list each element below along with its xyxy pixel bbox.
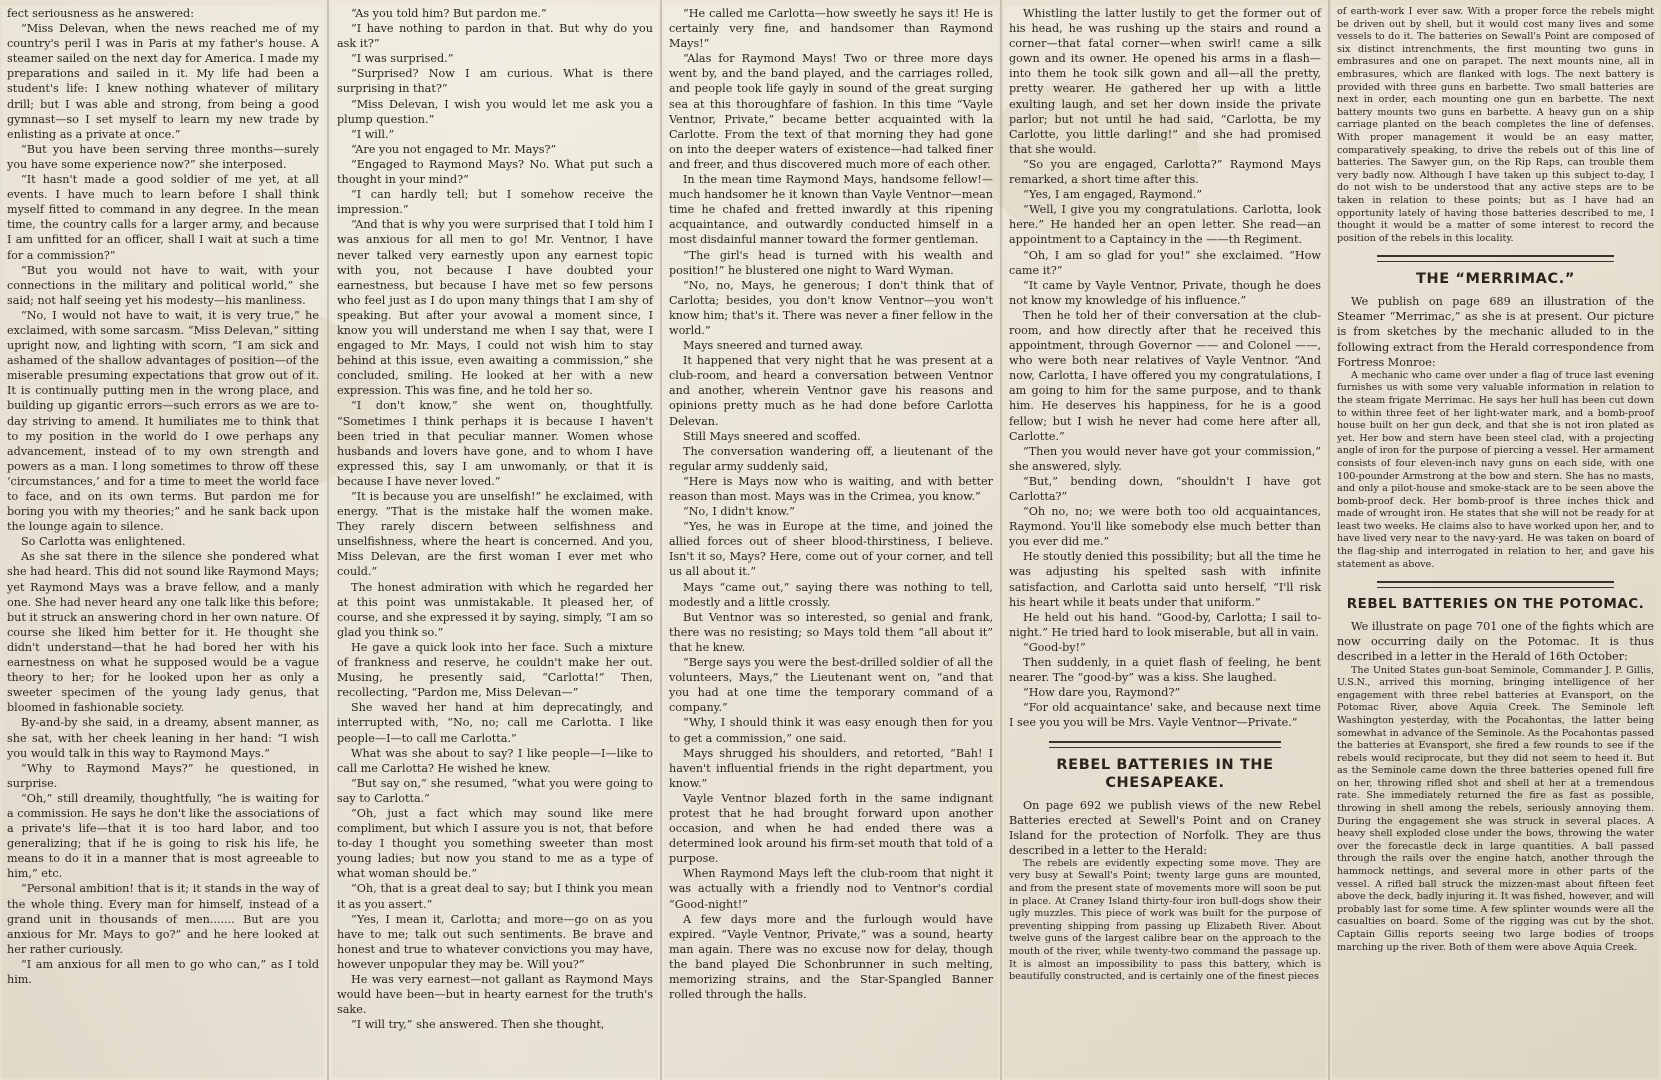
- paragraph: “I was surprised.”: [351, 52, 454, 66]
- column-1: [2, 6, 324, 1078]
- paragraph: When Raymond Mays left the club-room that night it was actually with a friendly nod to Ventnor's cordial “Good-night!”: [669, 867, 993, 911]
- paragraph: But Ventnor was so interested, so genial and frank, there was no resisting; so Mays told them “all about it” that he knew.: [669, 610, 993, 654]
- article-intro-merrimac: We publish on page 689 an illustration of the Steamer “Merrimac,” as she is at present. Our picture is from sketches by the mechanic alluded to in the following extract from the Herald correspondence from Fortress Monroe:: [1337, 295, 1654, 369]
- paragraph: The honest admiration with which he regarded her at this point was unmistakable. It pleased her, of course, and she expressed it by saying, simply, “I am so glad you think so.”: [337, 580, 653, 639]
- paragraph: “It hasn't made a good soldier of me yet, at all events. I have much to learn before I shall think myself fitted to command in any degree. In the mean time, the country calls for a larger army, and because I am unfitted for an officer, shall I wait at such a time for a commission?”: [7, 173, 319, 262]
- paragraph: So Carlotta was enlightened.: [21, 535, 186, 549]
- article-heading-potomac: REBEL BATTERIES ON THE POTOMAC.: [1346, 596, 1645, 613]
- paragraph: “Oh,” still dreamily, thoughtfully, “he is waiting for a commission. He says he don't like the associations of a private's life—that it is too hard labor, and too generalizing; that if he is going to risk his life, he means to do it in a manner that is most agreeable to him,” etc.: [7, 791, 319, 881]
- column-5: [1332, 6, 1659, 1078]
- paragraph: By-and-by she said, in a dreamy, absent manner, as she sat, with her cheek leaning in her hand: “I wish you would talk in this way to Raymond Mays.”: [7, 716, 319, 760]
- paragraph: “Engaged to Raymond Mays? No. What put such a thought in your mind?”: [337, 157, 653, 187]
- paragraph: “But you have been serving three months—surely you have some experience now?” she interposed.: [7, 142, 319, 171]
- paragraph: Mays sneered and turned away.: [683, 339, 864, 353]
- paragraph: “But you would not have to wait, with your connections in the military and political world,” she said; not half seeing yet his modesty—his manliness.: [7, 263, 319, 307]
- paragraph: Then suddenly, in a quiet flash of feeling, he bent nearer. The “good-by” was a kiss. She laughed.: [1009, 656, 1321, 685]
- paragraph: “Oh, that is a great deal to say; but I think you mean it as you assert.”: [337, 882, 653, 911]
- paragraph: He held out his hand. “Good-by, Carlotta; I sail to-night.” He tried hard to look miserable, but all in vain.: [1009, 610, 1321, 639]
- article-excerpt-potomac: The United States gun-boat Seminole, Commander J. P. Gillis, U.S.N., arrived this morning, bringing intelligence of her engagement with three rebel batteries at Evansport, on the Potomac River, above Aquia Creek. The Seminole left Washington yesterday, with the Pocahontas, the latter being somewhat in advance of the Seminole. As the Pocahontas passed the batteries at Evansport, she fired a few rounds to see if the rebels would reciprocate, but they did not seem to heed it. But as the Seminole came down the three batteries opened full fire on her, throwing rifled shot and shell at her at a tremendous rate. She immediately returned the fire as fast as possible, throwing in shell among the rebels, seriously annoying them. During the engagement she was struck in several places. A heavy shell exploded close under the bows, throwing the water over the forecastle deck in large quantities. A ball passed through the rails over the engine hatch, another through the hammock nettings, and several more in other parts of the vessel. A rifled ball struck the mizzen-mast about fifteen feet above the deck, badly injuring it. It was fished, however, and will probably last for some time. A few splinter wounds were all the casualties on board. Some of the rigging was cut by the shot. Captain Gillis reports seeing two large bodies of troops marching up the river. Both of them were above Aquia Creek.: [1337, 664, 1654, 953]
- column-rule: [660, 0, 662, 1080]
- paragraph: “Are you not engaged to Mr. Mays?”: [351, 142, 557, 156]
- paragraph: What was she about to say? I like people—I—like to call me Carlotta? He wished he knew.: [337, 746, 653, 775]
- paragraph: “No, I didn't know.”: [683, 505, 795, 519]
- paragraph: “Personal ambition! that is it; it stands in the way of the whole thing. Every man for himself, instead of a grand unit in thousands of men....... But are you anxious for Mr. Mays to go?” and he here looked at her rather curiously.: [7, 882, 319, 956]
- paragraph: The conversation wandering off, a lieutenant of the regular army suddenly said,: [669, 444, 993, 473]
- paragraph: Still Mays sneered and scoffed.: [683, 429, 861, 443]
- section-divider: [1377, 255, 1614, 262]
- paragraph: He stoutly denied this possibility; but all the time he was adjusting his spelted sash with infinite satisfaction, and Carlotta said unto herself, “I'll risk his heart while it beats under that uniform.”: [1009, 550, 1321, 609]
- paragraph: “Here is Mays now who is waiting, and with better reason than most. Mays was in the Crimea, you know.”: [669, 474, 993, 503]
- section-divider: [1377, 581, 1614, 588]
- article-heading-chesapeake: REBEL BATTERIES IN THE CHESAPEAKE.: [1056, 756, 1274, 791]
- column-rule: [1328, 0, 1330, 1080]
- paragraph: “Then you would never have got your commission,” she answered, slyly.: [1009, 444, 1321, 473]
- paragraph: “Good-by!”: [1023, 640, 1086, 654]
- column-4: [1004, 6, 1326, 1078]
- paragraph: As she sat there in the silence she pondered what she had heard. This did not sound like Raymond Mays; yet Raymond Mays was a brave fellow, and a manly one. She had never heard any one talk like this before; but it struck an answering chord in her own nature. Of course she liked him better for it. He thought she didn't understand—that he had bored her with his earnestness on what he supposed would be a vague theory to her; for he looked upon her as only a sweeter specimen of the young lady genus, that bloomed in fashionable society.: [7, 550, 319, 715]
- column-2: [332, 6, 658, 1078]
- paragraph: “It came by Vayle Ventnor, Private, though he does not know my knowledge of his influence.”: [1009, 278, 1321, 307]
- paragraph: “As you told him? But pardon me.”: [351, 7, 547, 20]
- paragraph: Then he told her of their conversation at the club-room, and how directly after that he received this appointment, through Governor —— and Colonel ——, who were both near relatives of Vayle Ventnor. “And now, Carlotta, I have offered you my congratulations, I am going to him for the same purpose, and to thank him. He deserves his happiness, for he is a good fellow; but I wish he never had come here after all, Carlotte.”: [1009, 308, 1321, 443]
- paragraph: “How dare you, Raymond?”: [1023, 686, 1181, 700]
- paragraph: “Oh, I am so glad for you!” she exclaimed. “How came it?”: [1009, 248, 1321, 277]
- paragraph: “And that is why you were surprised that I told him I was anxious for all men to go! Mr. Ventnor, I have never talked very earnestly upon any earnest topic with you, not because I have doubted your earnestness, but because I have met so few persons who feel just as I do upon many things that I am shy of speaking. But after your avowal a moment since, I know you will understand me when I say that, were I engaged to Mr. Mays, I could not wish him to stay behind at this issue, even awaiting a commission,” she concluded, smiling. He looked at her with a new expression. This was fine, and he told her so.: [337, 218, 653, 398]
- paragraph: “Berge says you were the best-drilled soldier of all the volunteers, Mays,” the Lieutenant went on, “and that you had at one time the temporary command of a company.”: [669, 656, 993, 715]
- article-heading-merrimac: THE “MERRIMAC.”: [1416, 271, 1575, 288]
- paragraph: “I am anxious for all men to go who can,” as I told him.: [7, 957, 319, 986]
- paragraph: “I will try,” she answered. Then she thought,: [351, 1018, 605, 1032]
- paragraph: “Oh no, no; we were both too old acquaintances, Raymond. You'll like somebody else much better than you ever did me.”: [1009, 505, 1321, 549]
- paragraph: “Why to Raymond Mays?” he questioned, in surprise.: [7, 761, 319, 790]
- paragraph: “Yes, I mean it, Carlotta; and more—go on as you have to me; talk out such sentiments. Be brave and honest and true to whatever convictions you may have, however unpopular they may be. Will you?”: [337, 912, 653, 971]
- paragraph: “So you are engaged, Carlotta?” Raymond Mays remarked, a short time after this.: [1009, 157, 1321, 187]
- paragraph: “Yes, I am engaged, Raymond.”: [1023, 188, 1203, 202]
- article-excerpt: The rebels are evidently expecting some move. They are very busy at Sewall's Point; twenty large guns are mounted, and from the present state of movements more will soon be put in place. At Craney Island thirty-four iron bull-dogs show their ugly muzzles. This piece of work was built for the purpose of preventing shipping from passing up Elizabeth River. About twelve guns of the largest calibre bear on the approach to the mouth of the river, while twenty-two command the passage up. It is almost an impossibility to pass this battery, which is beautifully constructed, and is certainly one of the finest pieces: [1009, 857, 1321, 983]
- paragraph: “Well, I give you my congratulations. Carlotta, look here.” He handed her an open letter. She read—an appointment to a Captaincy in the ——th Regiment.: [1009, 203, 1321, 247]
- paragraph: “I will.”: [351, 127, 395, 141]
- paragraph: “No, no, Mays, he generous; I don't think that of Carlotta; besides, you don't know Ventnor—you won't know him; that's it. There was never a finer fellow in the world.”: [669, 278, 993, 337]
- paragraph: A few days more and the furlough would have expired. “Vayle Ventnor, Private,” was a sound, hearty man again. There was no excuse now for delay, though the band played Die Schonbrunner in such melting, memorizing strains, and the Star-Spangled Banner rolled through the halls.: [669, 912, 993, 1002]
- paragraph: “Oh, just a fact which may sound like mere compliment, but which I assure you is not, that before to-day I thought you something sweeter than most young ladies; but now you stand to me as a type of what woman should be.”: [337, 806, 653, 881]
- paragraph: Mays shrugged his shoulders, and retorted, “Bah! I haven't influential friends in the right department, you know.”: [669, 746, 993, 790]
- column-rule: [1000, 0, 1002, 1080]
- paragraph: Whistling the latter lustily to get the former out of his head, he was rushing up the stairs and round a corner—that fatal corner—when swirl! came a silk gown and its owner. He opened his arms in a flash—into them he took silk gown and all—all the pretty, pretty wearer. He gathered her up with a little exulting laugh, and set her down inside the private parlor; but not until he had said, “Carlotta, be my Carlotte, you little darling!” and she had promised that she would.: [1009, 7, 1321, 156]
- paragraph: “Yes, he was in Europe at the time, and joined the allied forces out of sheer blood-thirstiness, I believe. Isn't it so, Mays? Here, come out of your corner, and tell us all about it.”: [669, 520, 993, 579]
- paragraph: “Alas for Raymond Mays! Two or three more days went by, and the band played, and the carriages rolled, and people took life gayly in sound of the great surging sea at this thoroughfare of fashion. In this time “Vayle Ventnor, Private,” became better acquainted with la Carlotte. From the text of that morning they had gone on into the deeper waters of existence—had talked finer and freer, and thus discovered much more of each other.: [669, 52, 993, 171]
- paragraph: “Miss Delevan, when the news reached me of my country's peril I was in Paris at my father's house. A steamer sailed on the next day for America. I made my preparations and sailed in it. My life had been a student's life: I knew nothing whatever of military drill; but I was able and strong, from being a good gymnast—so I set myself to learn my new trade by enlisting as a private at once.”: [7, 22, 319, 141]
- paragraph: “Surprised? Now I am curious. What is there surprising in that?”: [337, 67, 653, 96]
- paragraph: “Miss Delevan, I wish you would let me ask you a plump question.”: [337, 97, 653, 126]
- paragraph: He was very earnest—not gallant as Raymond Mays would have been—but in hearty earnest for the truth's sake.: [337, 973, 653, 1017]
- paragraph: “It is because you are unselfish!” he exclaimed, with energy. “That is the mistake half the women make. They rarely discern between selfishness and unselfishness, where the heart is concerned. And you, Miss Delevan, are the first woman I ever met who could.”: [337, 490, 653, 579]
- column-3: [664, 6, 998, 1078]
- paragraph: “But say on,” she resumed, “what you were going to say to Carlotta.”: [337, 776, 653, 805]
- paragraph: She waved her hand at him deprecatingly, and interrupted with, “No, no; call me Carlotta. I like people—I—to call me Carlotta.”: [337, 701, 653, 745]
- article-excerpt-merrimac: A mechanic who came over under a flag of truce last evening furnishes us with some very valuable information in relation to the steam frigate Merrimac. He says her hull has been cut down to within three feet of her light-water mark, and a bomb-proof house built on her gun deck, and that she is not iron plated as yet. Her bow and stern have been steel clad, with a projecting angle of iron for the purpose of piercing a vessel. Her armament consists of four eleven-inch navy guns on each side, with one 100-pounder Armstrong at the bow and stern. She has no masts, and only a pilot-house and smoke-stack are to be seen above the bomb-proof deck. Her bomb-proof is three inches thick and made of wrought iron. He states that she will not be ready for at least two weeks. He claims also to have worked upon her, and to have lived very near to the navy-yard. He was taken on board of the flag-ship and interrogated in relation to her, and gave his statement as above.: [1337, 369, 1654, 570]
- article-excerpt-continued: of earth-work I ever saw. With a proper force the rebels might be driven out by shell, but it would cost many lives and some vessels to do it. The batteries on Sewall's Point are composed of six distinct intrenchments, the first mounting two guns in embrasures and one on parapet. The next mounts nine, all in embrasures, which are flanked with logs. The next battery is provided with three guns en barbette. Two small batteries are next in order, each mounting one gun en barbette. The next battery mounts two guns en barbette. A heavy gun on a ship carriage planted on the beach completes the line of defenses. With proper management it would be an easy matter, comparatively speaking, to drive the rebels out of this line of batteries. The Sawyer gun, on the Rip Raps, can trouble them very badly now. Although I have taken up this subject to-day, I do not wish to be understood that any active steps are to be taken in relation to these points; but as I have had an opportunity lately of having those batteries described to me, I thought it would be a matter of some interest to record the position of the rebels in this locality.: [1337, 6, 1654, 244]
- paragraph: “For old acquaintance' sake, and because next time I see you you will be Mrs. Vayle Ventnor—Private.”: [1009, 701, 1321, 730]
- paragraph: “I don't know,” she went on, thoughtfully. “Sometimes I think perhaps it is because I haven't been tried in that peculiar manner. Women whose husbands and lovers have gone, and to whom I have expressed this, say I am unwomanly, or that it is because I have never loved.”: [337, 399, 653, 488]
- paragraph: fect seriousness as he answered:: [7, 7, 194, 20]
- paragraph: On page 692 we publish views of the new Rebel Batteries erected at Sewell's Point and on Craney Island for the protection of Norfolk. They are thus described in a letter to the Herald:: [1009, 798, 1321, 857]
- paragraph: “He called me Carlotta—how sweetly he says it! He is certainly very fine, and handsomer than Raymond Mays!”: [669, 7, 993, 51]
- paragraph: It happened that very night that he was present at a club-room, and heard a conversation between Ventnor and another, wherein Ventnor gave his reasons and opinions pretty much as he had done before Carlotta Delevan.: [669, 354, 993, 428]
- column-rule: [327, 0, 329, 1080]
- paragraph: He gave a quick look into her face. Such a mixture of frankness and reserve, he couldn't make her out. Musing, he presently said, “Carlotta!” Then, recollecting, “Pardon me, Miss Delevan—”: [337, 640, 653, 700]
- section-divider: [1049, 741, 1281, 748]
- paragraph: In the mean time Raymond Mays, handsome fellow!—much handsomer he it known than Vayle Ventnor—mean time he chafed and fretted inwardly at this ripening acquaintance, and outwardly conducted himself in a most disdainful manner toward the former gentleman.: [669, 173, 993, 247]
- paragraph: Vayle Ventnor blazed forth in the same indignant protest that he had brought forward upon another occasion, and when he had ended there was a determined look around his firm-set mouth that told of a purpose.: [669, 791, 993, 866]
- paragraph: Mays “came out,” saying there was nothing to tell, modestly and a little crossly.: [669, 580, 993, 609]
- paragraph: “But,” bending down, “shouldn't I have got Carlotta?”: [1009, 474, 1321, 503]
- paragraph: “Why, I should think it was easy enough then for you to get a commission,” one said.: [669, 716, 993, 745]
- paragraph: “No, I would not have to wait, it is very true,” he exclaimed, with some sarcasm. “Miss Delevan,” sitting upright now, and lighting with scorn, “I am sick and ashamed of the shallow advantages of position—of the miserable presuming expectations that grow out of it. It is continually putting men in the wrong place, and building up gigantic errors—such errors as we are to-day striving to amend. It humiliates me to think that to my position in the world do I owe perhaps any advancement, instead of to my own strength and powers as a man. I long sometimes to throw off these ‘circumstances,’ and for a time to meet the world face to face, and on its own terms. But pardon me for boring you with my theories;” and he sank back upon the lounge again to silence.: [7, 308, 319, 534]
- paragraph: “I have nothing to pardon in that. But why do you ask it?”: [337, 22, 653, 51]
- paragraph: “The girl's head is turned with his wealth and position!” he blustered one night to Ward Wyman.: [669, 248, 993, 277]
- paragraph: “I can hardly tell; but I somehow receive the impression.”: [337, 188, 653, 217]
- article-intro-potomac: We illustrate on page 701 one of the fights which are now occurring daily on the Potomac. It is thus described in a letter in the Herald of 16th October:: [1337, 620, 1654, 664]
